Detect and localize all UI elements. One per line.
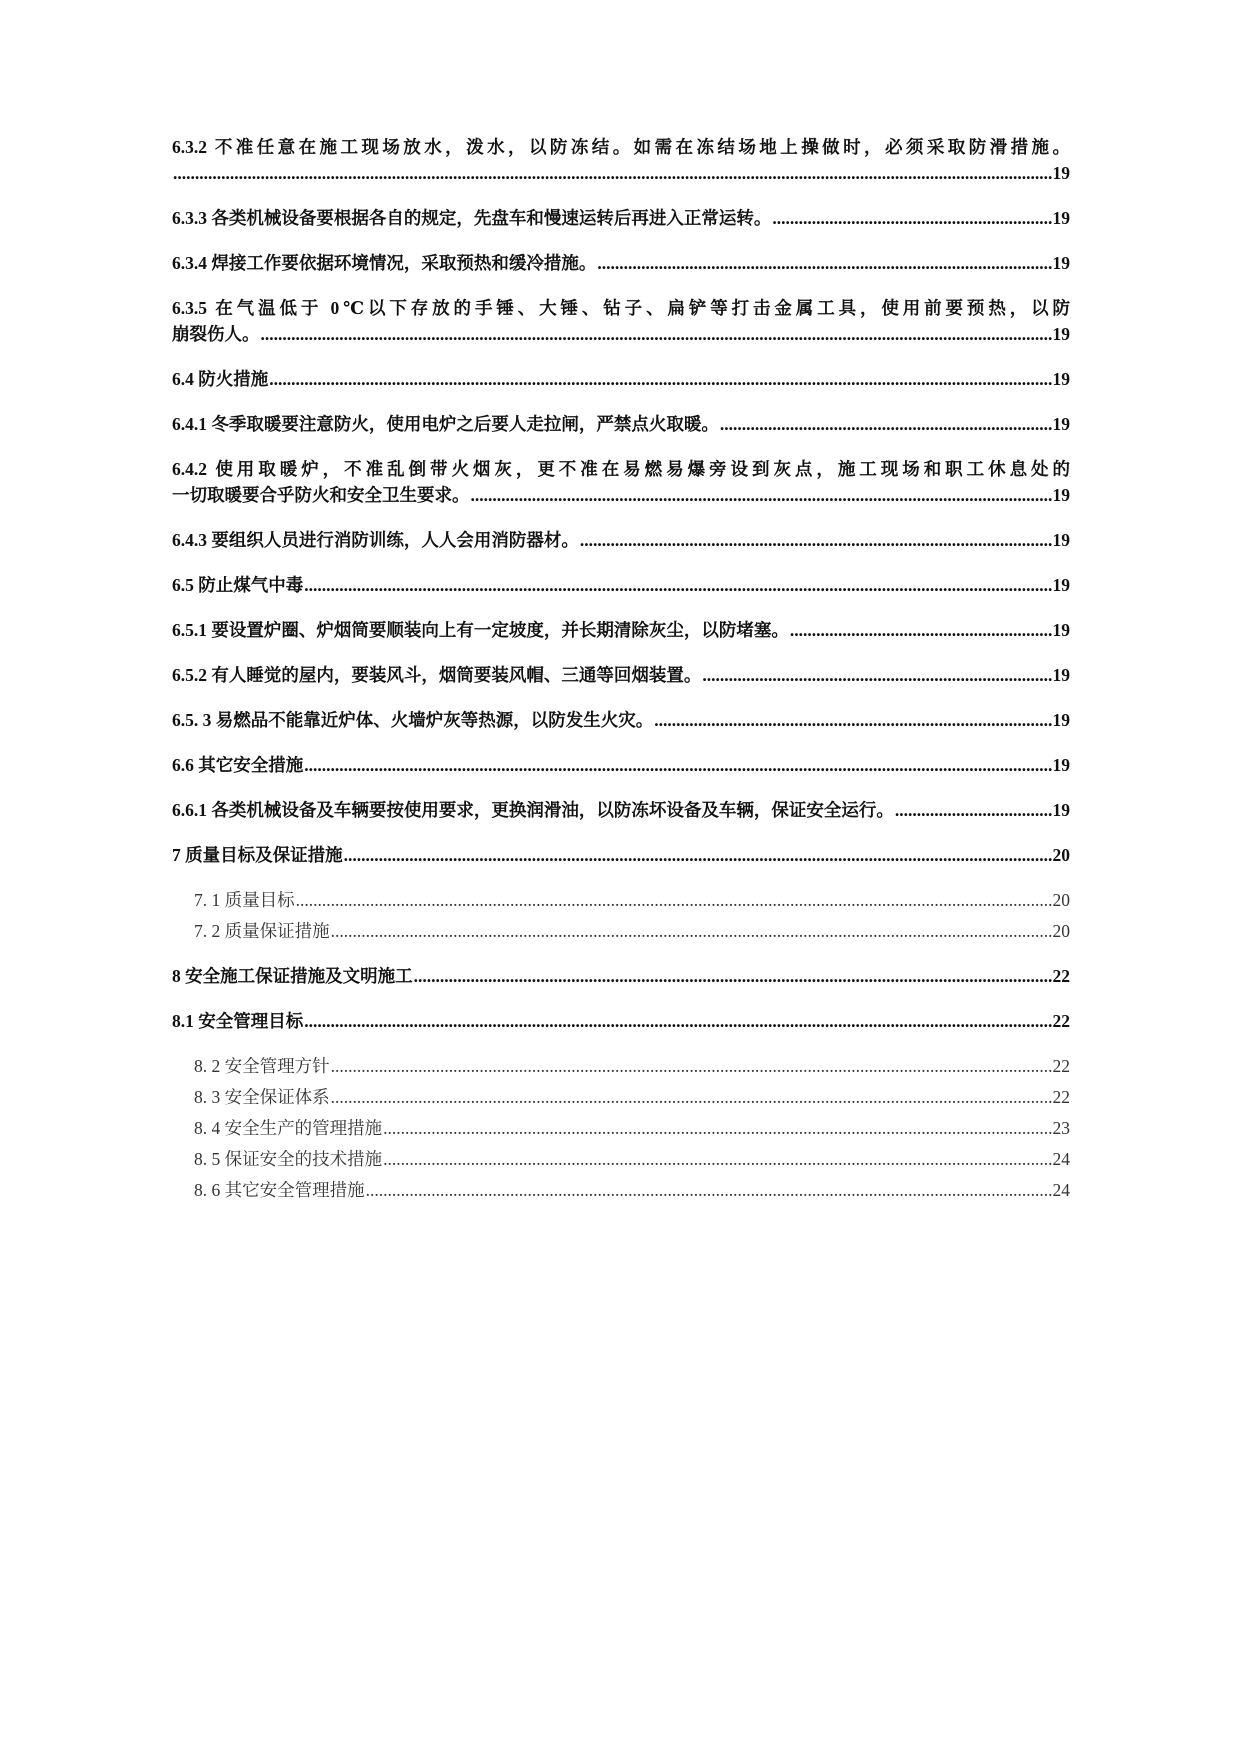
toc-leader-dots <box>344 842 1052 868</box>
toc-entry-6-3-2[interactable] <box>172 134 1070 186</box>
toc-entry-6-5[interactable] <box>172 572 1070 598</box>
toc-leader-dots <box>790 617 1052 643</box>
toc-entry-label: 6.5.1 要设置炉圈、炉烟筒要顺装向上有一定坡度，并长期清除灰尘，以防堵塞。 <box>172 620 789 640</box>
toc-page-number: 24 <box>1052 1149 1070 1169</box>
toc-entry-label: 7. 2 质量保证措施 <box>194 921 330 941</box>
toc-entry-6-3-5[interactable] <box>172 295 1070 347</box>
toc-entry-label: 8. 5 保证安全的技术措施 <box>194 1149 383 1169</box>
toc-page-number: 19 <box>1052 755 1070 775</box>
toc-leader-dots <box>580 527 1052 553</box>
toc-entry-label: 6.4 防火措施 <box>172 369 269 389</box>
toc-entry-8-5[interactable] <box>194 1146 1070 1172</box>
toc-entry-label: 6.3.5 在气温低于 0℃以下存放的手锤、大锤、钻子、扁铲等打击金属工具，使用前要预热，以防 <box>172 298 1070 318</box>
toc-entry-label: 6.4.1 冬季取暖要注意防火，使用电炉之后要人走拉闸，严禁点火取暖。 <box>172 414 719 434</box>
toc-entry-label-continued: 一切取暖要合乎防火和安全卫生要求。 <box>172 485 470 505</box>
toc-page-number: 19 <box>1052 485 1070 505</box>
toc-leader-dots <box>895 797 1052 823</box>
toc-leader-dots <box>366 1177 1052 1203</box>
toc-entry-6-5-3[interactable] <box>172 707 1070 733</box>
toc-entry-label: 6.5. 3 易燃品不能靠近炉体、火墙炉灰等热源，以防发生火灾。 <box>172 710 654 730</box>
toc-entry-label: 8. 4 安全生产的管理措施 <box>194 1118 383 1138</box>
toc-entry-label-continued: 崩裂伤人。 <box>172 324 260 344</box>
toc-page-number: 19 <box>1052 620 1070 640</box>
toc-entry-label: 8.1 安全管理目标 <box>172 1011 304 1031</box>
toc-entry-label: 7 质量目标及保证措施 <box>172 845 343 865</box>
toc-entry-8-6[interactable] <box>194 1177 1070 1203</box>
toc-leader-dots <box>654 707 1051 733</box>
toc-page-number: 22 <box>1052 1087 1070 1107</box>
toc-entry-8-2[interactable] <box>194 1053 1070 1079</box>
toc-entry-6-5-1[interactable] <box>172 617 1070 643</box>
toc-entry-7-1[interactable] <box>194 887 1070 913</box>
table-of-contents <box>172 134 1070 1208</box>
toc-entry-label: 8 安全施工保证措施及文明施工 <box>172 966 413 986</box>
toc-leader-dots <box>331 1053 1052 1079</box>
toc-entry-8-1[interactable] <box>172 1008 1070 1034</box>
toc-entry-label: 6.4.2 使用取暖炉，不准乱倒带火烟灰，更不准在易燃易爆旁设到灰点，施工现场和职工休息处的 <box>172 459 1070 479</box>
toc-entry-6-4[interactable] <box>172 366 1070 392</box>
toc-entry-6-6-1[interactable] <box>172 797 1070 823</box>
toc-entry-label: 6.4.3 要组织人员进行消防训练，人人会用消防器材。 <box>172 530 579 550</box>
toc-entry-label: 8. 3 安全保证体系 <box>194 1087 330 1107</box>
toc-leader-dots <box>597 250 1051 276</box>
toc-entry-7[interactable] <box>172 842 1070 868</box>
toc-page-number: 20 <box>1052 890 1070 910</box>
toc-leader-dots <box>173 160 1052 186</box>
toc-entry-7-2[interactable] <box>194 918 1070 944</box>
toc-entry-6-4-3[interactable] <box>172 527 1070 553</box>
toc-leader-dots <box>304 1008 1051 1034</box>
toc-entry-6-4-1[interactable] <box>172 411 1070 437</box>
toc-leader-dots <box>383 1115 1051 1141</box>
toc-entry-label: 6.6.1 各类机械设备及车辆要按使用要求，更换润滑油，以防冻坏设备及车辆，保证安全运行。 <box>172 800 894 820</box>
toc-page-number: 19 <box>1052 800 1070 820</box>
toc-leader-dots <box>772 205 1051 231</box>
toc-leader-dots <box>304 572 1051 598</box>
toc-page-number: 22 <box>1052 1056 1070 1076</box>
toc-leader-dots <box>471 482 1052 508</box>
toc-entry-label: 6.3.2 不准任意在施工现场放水，泼水，以防冻结。如需在冻结场地上操做时，必须采取防滑措施。 <box>172 137 1070 157</box>
toc-entry-label: 6.6 其它安全措施 <box>172 755 304 775</box>
toc-page-number: 19 <box>1052 665 1070 685</box>
toc-leader-dots <box>331 918 1052 944</box>
toc-entry-label: 6.5 防止煤气中毒 <box>172 575 304 595</box>
toc-page-number: 19 <box>1052 575 1070 595</box>
toc-leader-dots <box>269 366 1051 392</box>
toc-entry-8[interactable] <box>172 963 1070 989</box>
toc-entry-label: 6.3.3 各类机械设备要根据各自的规定，先盘车和慢速运转后再进入正常运转。 <box>172 208 772 228</box>
toc-entry-8-4[interactable] <box>194 1115 1070 1141</box>
toc-page-number: 20 <box>1052 845 1070 865</box>
toc-entry-6-4-2[interactable] <box>172 456 1070 508</box>
toc-page-number: 19 <box>1052 369 1070 389</box>
toc-page-number: 20 <box>1052 921 1070 941</box>
toc-page-number: 23 <box>1052 1118 1070 1138</box>
toc-leader-dots <box>331 1084 1052 1110</box>
toc-entry-6-6[interactable] <box>172 752 1070 778</box>
toc-page-number: 19 <box>1052 530 1070 550</box>
toc-page-number: 19 <box>1052 208 1070 228</box>
toc-entry-label: 6.3.4 焊接工作要依据环境情况，采取预热和缓冷措施。 <box>172 253 597 273</box>
toc-leader-dots <box>414 963 1052 989</box>
toc-entry-6-3-4[interactable] <box>172 250 1070 276</box>
toc-page-number: 24 <box>1052 1180 1070 1200</box>
toc-entry-label: 6.5.2 有人睡觉的屋内，要装风斗，烟筒要装风帽、三通等回烟装置。 <box>172 665 702 685</box>
toc-entry-6-5-2[interactable] <box>172 662 1070 688</box>
toc-leader-dots <box>383 1146 1051 1172</box>
toc-page-number: 22 <box>1052 1011 1070 1031</box>
toc-entry-label: 7. 1 质量目标 <box>194 890 295 910</box>
toc-entry-8-3[interactable] <box>194 1084 1070 1110</box>
toc-leader-dots <box>702 662 1051 688</box>
toc-leader-dots <box>296 887 1052 913</box>
toc-page-number: 19 <box>1052 710 1070 730</box>
toc-leader-dots <box>304 752 1051 778</box>
toc-page-number: 22 <box>1052 966 1070 986</box>
toc-entry-6-3-3[interactable] <box>172 205 1070 231</box>
toc-page-number: 19 <box>1052 163 1070 183</box>
toc-page-number: 19 <box>1052 253 1070 273</box>
toc-page-number: 19 <box>1052 324 1070 344</box>
toc-leader-dots <box>261 321 1052 347</box>
toc-leader-dots <box>720 411 1052 437</box>
toc-entry-label: 8. 2 安全管理方针 <box>194 1056 330 1076</box>
toc-page-number: 19 <box>1052 414 1070 434</box>
toc-entry-label: 8. 6 其它安全管理措施 <box>194 1180 365 1200</box>
